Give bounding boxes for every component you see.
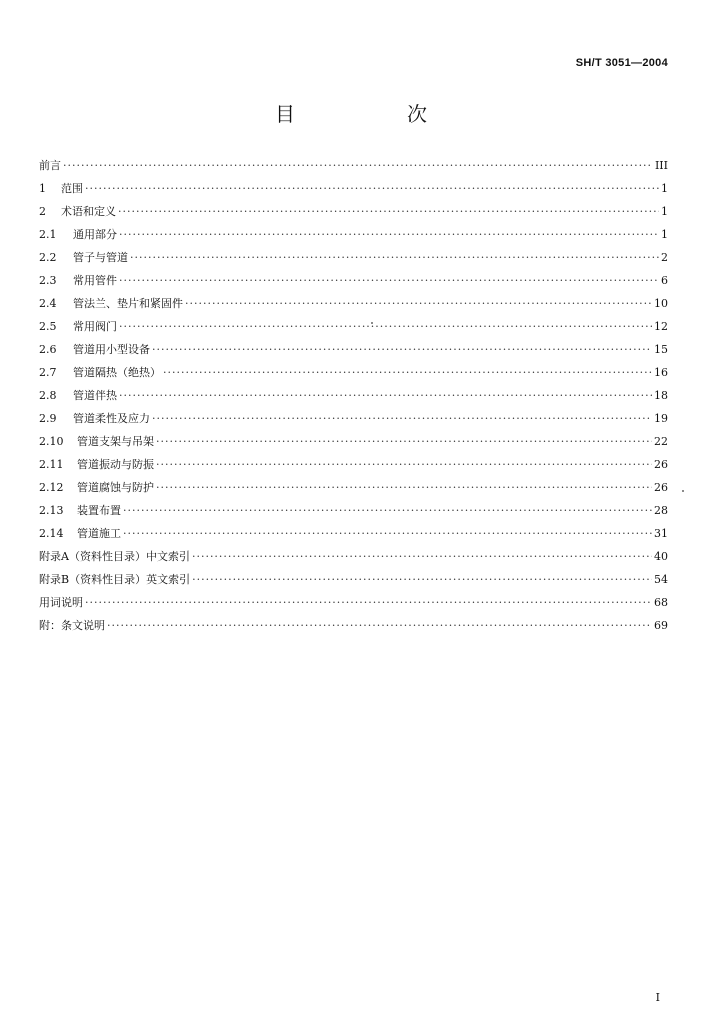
toc-entry-page: 69 [654, 619, 668, 632]
toc-entry[interactable] [39, 522, 668, 545]
toc-leader-dots [156, 453, 652, 476]
toc-leader-dots [107, 614, 652, 637]
toc-leader-dots [119, 223, 659, 246]
toc-entry-page: 68 [654, 596, 668, 609]
toc-leader-dots [185, 292, 652, 315]
toc-entry-label: 管道隔热（绝热） [73, 366, 161, 379]
toc-entry[interactable] [39, 315, 668, 338]
toc-entry-label: 附录B（资料性目录）英文索引 [39, 573, 191, 586]
toc-entry[interactable] [39, 614, 668, 637]
toc-entry-label: 管子与管道 [73, 251, 128, 264]
title-char-2: 次 [407, 102, 429, 126]
toc-entry-label: 附录A（资料性目录）中文索引 [39, 550, 190, 563]
page-number: I [655, 991, 660, 1004]
toc-entry-label: 常用阀门 [73, 320, 117, 333]
toc-entry-label: 通用部分 [73, 228, 117, 241]
toc-entry-page: 1 [661, 228, 668, 241]
toc-entry-label: 管道用小型设备 [73, 343, 150, 356]
toc-entry[interactable] [39, 361, 668, 384]
toc-leader-dots [85, 177, 659, 200]
toc-entry-page: 28 [654, 504, 668, 517]
toc-leader-dots [152, 407, 652, 430]
toc-entry-number: 2.8 [39, 389, 57, 402]
toc-leader-dots [118, 200, 659, 223]
toc-entry[interactable] [39, 453, 668, 476]
page-title [0, 98, 704, 127]
toc-entry-number: 2.2 [39, 251, 57, 264]
toc-entry[interactable] [39, 200, 668, 223]
toc-entry-label: 管法兰、垫片和紧固件 [73, 297, 183, 310]
toc-entry[interactable] [39, 177, 668, 200]
table-of-contents [39, 154, 668, 637]
toc-entry-page: 40 [654, 550, 668, 563]
toc-leader-dots [156, 476, 652, 499]
toc-entry[interactable] [39, 292, 668, 315]
toc-leader-dots [119, 269, 659, 292]
toc-entry[interactable] [39, 246, 668, 269]
toc-leader-dots [119, 384, 652, 407]
toc-entry-number: 2.12 [39, 481, 64, 494]
toc-entry-page: 1 [661, 205, 668, 218]
toc-entry-label: 管道伴热 [73, 389, 117, 402]
toc-entry-number: 2.6 [39, 343, 57, 356]
toc-entry-page: 15 [654, 343, 668, 356]
toc-entry[interactable] [39, 568, 668, 591]
toc-leader-dots [119, 315, 652, 338]
toc-entry-number: 1 [39, 182, 46, 195]
toc-entry-label: 管道施工 [77, 527, 121, 540]
toc-entry-page: 26 [654, 458, 668, 471]
toc-entry-number: 2.14 [39, 527, 64, 540]
toc-leader-dots [63, 154, 653, 177]
toc-entry-number: 2.7 [39, 366, 57, 379]
toc-entry-label: 附：条文说明 [39, 619, 105, 632]
toc-leader-dots [192, 568, 652, 591]
toc-entry-page: 6 [661, 274, 668, 287]
toc-entry-number: 2.4 [39, 297, 57, 310]
toc-entry-page: 26 [654, 481, 668, 494]
toc-entry[interactable] [39, 545, 668, 568]
title-char-1: 目 [275, 102, 297, 126]
toc-entry-page: 1 [661, 182, 668, 195]
toc-entry-label: 术语和定义 [61, 205, 116, 218]
toc-entry[interactable] [39, 223, 668, 246]
toc-entry[interactable] [39, 407, 668, 430]
toc-leader-dots [123, 499, 652, 522]
toc-leader-dots [163, 361, 652, 384]
toc-entry[interactable] [39, 430, 668, 453]
toc-entry[interactable] [39, 499, 668, 522]
toc-leader-dots [192, 545, 652, 568]
toc-entry[interactable] [39, 476, 668, 499]
scan-speck [371, 322, 373, 324]
toc-entry-number: 2 [39, 205, 46, 218]
toc-entry-page: 10 [654, 297, 668, 310]
toc-entry-label: 装置布置 [77, 504, 121, 517]
toc-entry-label: 管道柔性及应力 [73, 412, 150, 425]
toc-entry-number: 2.3 [39, 274, 57, 287]
toc-entry-number: 2.9 [39, 412, 57, 425]
toc-leader-dots [130, 246, 659, 269]
toc-entry-page: 16 [654, 366, 668, 379]
toc-leader-dots [156, 430, 652, 453]
toc-entry-label: 管道支架与吊架 [77, 435, 154, 448]
toc-entry-number: 2.5 [39, 320, 57, 333]
toc-entry-number: 2.1 [39, 228, 57, 241]
toc-entry[interactable] [39, 384, 668, 407]
toc-leader-dots [85, 591, 652, 614]
toc-entry-label: 常用管件 [73, 274, 117, 287]
toc-leader-dots [152, 338, 652, 361]
standard-code: SH/T 3051—2004 [575, 57, 668, 69]
toc-entry-label: 管道腐蚀与防护 [77, 481, 154, 494]
toc-entry-page: 31 [654, 527, 668, 540]
toc-entry-label: 管道振动与防振 [77, 458, 154, 471]
toc-entry[interactable] [39, 591, 668, 614]
toc-entry-page: 19 [654, 412, 668, 425]
toc-entry-label: 前言 [39, 159, 61, 172]
toc-entry[interactable] [39, 338, 668, 361]
toc-entry-page: III [654, 159, 668, 172]
toc-entry-number: 2.10 [39, 435, 64, 448]
toc-entry-page: 18 [654, 389, 668, 402]
toc-entry-number: 2.13 [39, 504, 64, 517]
scan-speck [682, 490, 684, 492]
toc-entry-page: 2 [661, 251, 668, 264]
toc-entry-page: 22 [654, 435, 668, 448]
toc-entry[interactable] [39, 154, 668, 177]
toc-leader-dots [123, 522, 652, 545]
toc-entry[interactable] [39, 269, 668, 292]
toc-entry-label: 范围 [61, 182, 83, 195]
toc-entry-label: 用词说明 [39, 596, 83, 609]
toc-entry-number: 2.11 [39, 458, 64, 471]
toc-entry-page: 54 [654, 573, 668, 586]
toc-entry-page: 12 [654, 320, 668, 333]
